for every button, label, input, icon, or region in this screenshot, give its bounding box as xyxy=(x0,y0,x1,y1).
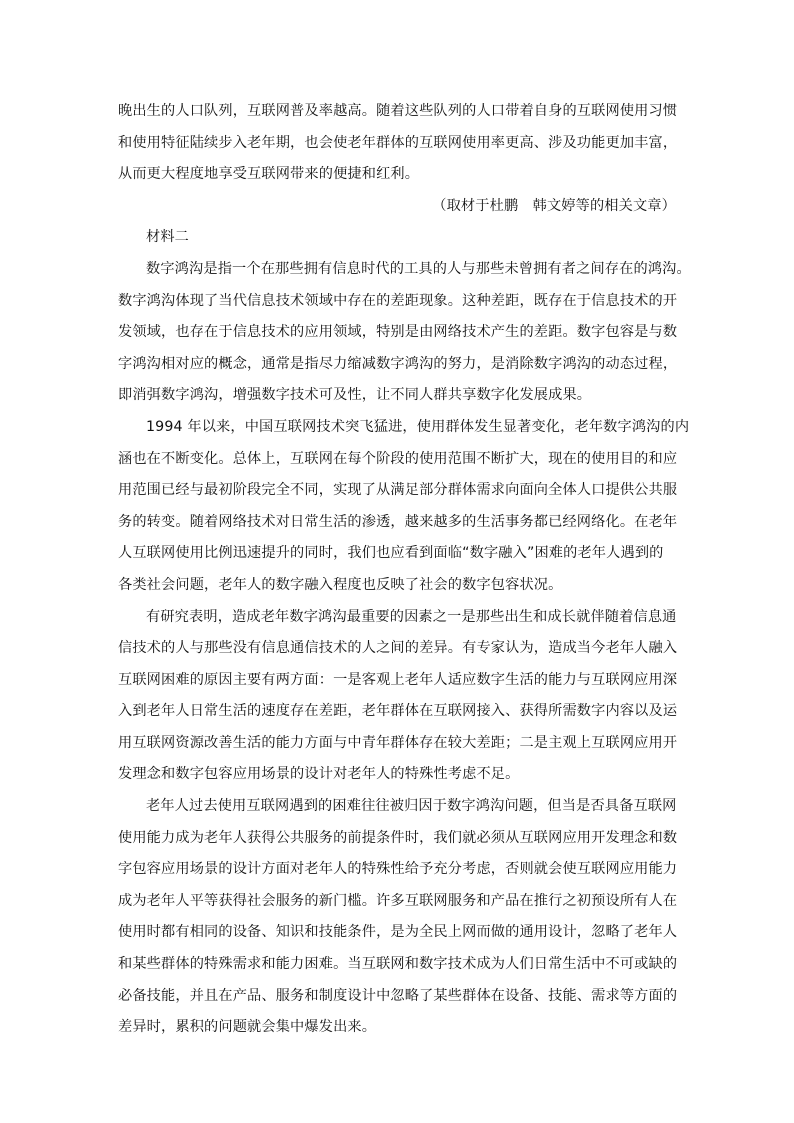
text-line: 信技术的人与那些没有信息通信技术的人之间的差异。有专家认为，造成当今老年人融入 xyxy=(118,640,678,657)
paragraph-2 xyxy=(118,412,690,602)
paragraph-1 xyxy=(118,254,691,412)
text-line: 和某些群体的特殊需求和能力困难。当互联网和数字技术成为人们日常生活中不可或缺的 xyxy=(118,956,678,973)
material-two-title: 材料二 xyxy=(146,229,190,246)
material-one-tail xyxy=(118,96,678,191)
text-line: 入到老年人日常生活的速度存在差距，老年群体在互联网接入、获得所需数字内容以及运 xyxy=(118,703,678,720)
paragraph-3 xyxy=(118,602,678,792)
text-line: 人互联网使用比例迅速提升的同时，我们也应看到面临“数字融入”困难的老年人遇到的 xyxy=(118,545,664,562)
text-line: 发领域，也存在于信息技术的应用领域，特别是由网络技术产生的差距。数字包容是与数 xyxy=(118,324,678,341)
text-line: 涵也在不断变化。总体上，互联网在每个阶段的使用范围不断扩大，现在的使用目的和应 xyxy=(118,450,678,467)
text-line: 1994 年以来，中国互联网技术突飞猛进，使用群体发生显著变化，老年数字鸿沟的内 xyxy=(146,418,690,435)
text-line: 使用能力成为老年人获得公共服务的前提条件时，我们就必须从互联网应用开发理念和数 xyxy=(118,829,678,846)
text-line: 互联网困难的原因主要有两方面：一是客观上老年人适应数字生活的能力与互联网应用深 xyxy=(118,671,678,688)
text-line: 各类社会问题，老年人的数字融入程度也反映了社会的数字包容状况。 xyxy=(118,576,563,593)
text-line: 即消弭数字鸿沟，增强数字技术可及性，让不同人群共享数字化发展成果。 xyxy=(118,387,592,404)
text-line: 数字鸿沟是指一个在那些拥有信息时代的工具的人与那些未曾拥有者之间存在的鸿沟。 xyxy=(146,260,691,277)
source-note: （取材于杜鹏 韩文婷等的相关文章） xyxy=(432,197,676,214)
text-line: 字鸿沟相对应的概念，通常是指尽力缩减数字鸿沟的努力，是消除数字鸿沟的动态过程， xyxy=(118,355,678,372)
text-line: 用互联网资源改善生活的能力方面与中青年群体存在较大差距；二是主观上互联网应用开 xyxy=(118,734,678,751)
text-line: 字包容应用场景的设计方面对老年人的特殊性给予充分考虑，否则就会使互联网应用能力 xyxy=(118,861,678,878)
text-line: 和使用特征陆续步入老年期，也会使老年群体的互联网使用率更高、涉及功能更加丰富， xyxy=(118,134,678,151)
text-line: 发理念和数字包容应用场景的设计对老年人的特殊性考虑不足。 xyxy=(118,766,520,783)
text-line: 晚出生的人口队列，互联网普及率越高。随着这些队列的人口带着自身的互联网使用习惯 xyxy=(118,103,678,119)
text-line: 成为老年人平等获得社会服务的新门槛。许多互联网服务和产品在推行之初预设所有人在 xyxy=(118,892,678,909)
paragraph-4 xyxy=(118,791,678,1044)
text-line: 使用时都有相同的设备、知识和技能条件，是为全民上网而做的通用设计，忽略了老年人 xyxy=(118,924,678,941)
text-line: 数字鸿沟体现了当代信息技术领域中存在的差距现象。这种差距，既存在于信息技术的开 xyxy=(118,292,678,309)
text-line: 务的转变。随着网络技术对日常生活的渗透，越来越多的生活事务都已经网络化。在老年 xyxy=(118,513,678,530)
text-line: 必备技能，并且在产品、服务和制度设计中忽略了某些群体在设备、技能、需求等方面的 xyxy=(118,987,678,1004)
text-line: 老年人过去使用互联网遇到的困难往往被归因于数字鸿沟问题，但当是否具备互联网 xyxy=(146,798,677,815)
text-line: 用范围已经与最初阶段完全不同，实现了从满足部分群体需求向面向全体人口提供公共服 xyxy=(118,482,678,499)
text-line: 从而更大程度地享受互联网带来的便捷和红利。 xyxy=(118,166,420,183)
text-line: 有研究表明，造成老年数字鸿沟最重要的因素之一是那些出生和成长就伴随着信息通 xyxy=(146,608,677,625)
text-line: 差异时，累积的问题就会集中爆发出来。 xyxy=(118,1019,377,1036)
document-page xyxy=(118,96,691,1044)
